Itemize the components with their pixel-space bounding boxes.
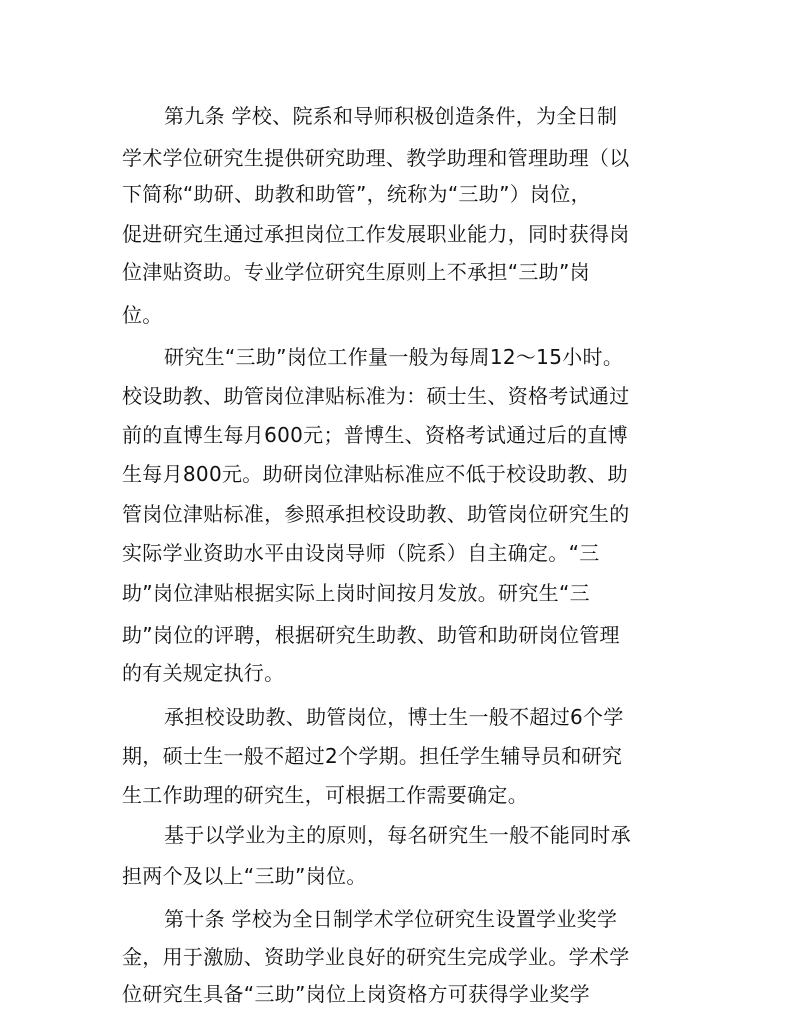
text-line: 下简称“助研、助教和助管”，统称为“三助”）岗位，: [122, 182, 591, 206]
text-line: 期，硕士生一般不超过2个学期。担任学生辅导员和研究: [122, 744, 623, 768]
article-9-heading-line: 第九条 学校、院系和导师积极创造条件，为全日制: [164, 104, 618, 128]
text-line: 助”岗位津贴根据实际上岗时间按月发放。研究生“三: [122, 581, 590, 605]
text-line: 位。: [122, 303, 163, 327]
paragraph-start-line: 研究生“三助”岗位工作量一般为每周12～15小时。: [164, 345, 624, 369]
text-line: 促进研究生通过承担岗位工作发展职业能力，同时获得岗: [122, 222, 630, 246]
text-line: 前的直博生每月600元；普博生、资格考试通过后的直博: [122, 423, 628, 447]
text-line: 助”岗位的评聘，根据研究生助教、助管和助研岗位管理: [122, 623, 620, 647]
paragraph-start-line: 基于以学业为主的原则，每名研究生一般不能同时承: [164, 823, 631, 847]
text-line: 位津贴资助。专业学位研究生原则上不承担“三助”岗: [122, 260, 590, 284]
text-line: 担两个及以上“三助”岗位。: [122, 864, 367, 888]
text-line: 学术学位研究生提供研究助理、教学助理和管理助理（以: [122, 146, 630, 170]
text-line: 校设助教、助管岗位津贴标准为：硕士生、资格考试通过: [122, 384, 630, 408]
article-10-heading-line: 第十条 学校为全日制学术学位研究生设置学业奖学: [164, 907, 618, 931]
text-line: 生每月800元。助研岗位津贴标准应不低于校设助教、助: [122, 462, 628, 486]
text-line: 管岗位津贴标准，参照承担校设助教、助管岗位研究生的: [122, 502, 630, 526]
text-line: 实际学业资助水平由设岗导师（院系）自主确定。“三: [122, 541, 600, 565]
text-line: 位研究生具备“三助”岗位上岗资格方可获得学业奖学: [122, 982, 590, 1006]
text-line: 金，用于激励、资助学业良好的研究生完成学业。学术学: [122, 945, 630, 969]
text-line: 生工作助理的研究生，可根据工作需要确定。: [122, 783, 528, 807]
text-line: 的有关规定执行。: [122, 661, 285, 685]
paragraph-start-line: 承担校设助教、助管岗位，博士生一般不超过6个学: [164, 705, 624, 729]
